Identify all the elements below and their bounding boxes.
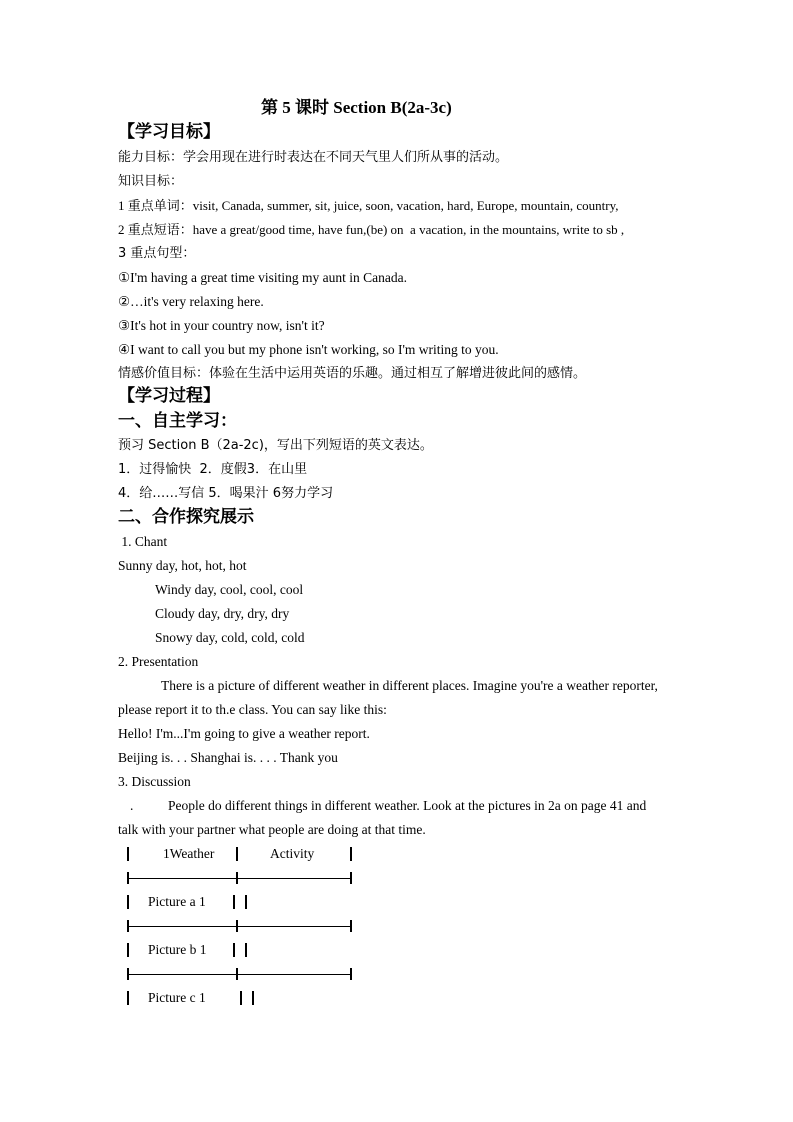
sentences-label: 3 重点句型： <box>118 246 196 261</box>
preview-instruction: 预习 Section B（2a-2c)，写出下列短语的英文表达。 <box>118 438 433 453</box>
table-row: Picture b 1 <box>148 942 207 957</box>
phrase-items-1: 1．过得愉快 2．度假3．在山里 <box>118 462 308 477</box>
emotion-objective: 情感价值目标：体验在生活中运用英语的乐趣。通过相互了解增进彼此间的感情。 <box>118 366 587 381</box>
chant-label: 1. Chant <box>118 534 168 549</box>
presentation-line-4: Beijing is. . . Shanghai is. . . . Thank you <box>118 750 338 765</box>
table-row: Picture c 1 <box>148 990 206 1005</box>
sentence-1: ①I'm having a great time visiting my aunt in Canada. <box>118 270 407 285</box>
ability-objective: 能力目标：学会用现在进行时表达在不同天气里人们所从事的活动。 <box>118 150 509 165</box>
presentation-line-1: There is a picture of different weather in different places. Imagine you're a weather reporter, <box>161 678 658 693</box>
presentation-line-2: please report it to th.e class. You can say like this: <box>118 702 387 717</box>
page-title: 第 5 课时 Section B(2a-3c) <box>261 98 452 117</box>
knowledge-label: 知识目标： <box>118 174 184 189</box>
sentence-2: ②…it's very relaxing here. <box>118 294 264 309</box>
self-study-heading: 一、自主学习： <box>118 411 237 431</box>
discussion-dot: . <box>130 798 134 813</box>
process-heading: 【学习过程】 <box>118 386 220 406</box>
table-header-weather: 1Weather <box>163 846 215 861</box>
presentation-line-3: Hello! I'm...I'm going to give a weather report. <box>118 726 370 741</box>
chant-line-4: Snowy day, cold, cold, cold <box>155 630 305 645</box>
objectives-heading: 【学习目标】 <box>118 122 220 142</box>
sentence-4: ④I want to call you but my phone isn't working, so I'm writing to you. <box>118 342 499 357</box>
table-header-activity: Activity <box>270 846 315 861</box>
cooperation-heading: 二、合作探究展示 <box>118 507 254 527</box>
chant-line-1: Sunny day, hot, hot, hot <box>118 558 247 573</box>
key-words: 1 重点单词：visit, Canada, summer, sit, juice, soon, vacation, hard, Europe, mountain, country, <box>118 198 619 213</box>
sentence-3: ③It's hot in your country now, isn't it? <box>118 318 325 333</box>
phrase-items-2: 4．给……写信 5．喝果汁 6努力学习 <box>118 486 334 501</box>
presentation-label: 2. Presentation <box>118 654 199 669</box>
discussion-label: 3. Discussion <box>118 774 191 789</box>
table-row: Picture a 1 <box>148 894 206 909</box>
key-phrases: 2 重点短语：have a great/good time, have fun,(be) on a vacation, in the mountains, write to sb , <box>118 222 625 237</box>
discussion-line-1: People do different things in different weather. Look at the pictures in 2a on page 41 and <box>168 798 647 813</box>
chant-line-2: Windy day, cool, cool, cool <box>155 582 304 597</box>
chant-line-3: Cloudy day, dry, dry, dry <box>155 606 290 621</box>
discussion-line-2: talk with your partner what people are doing at that time. <box>118 822 426 837</box>
